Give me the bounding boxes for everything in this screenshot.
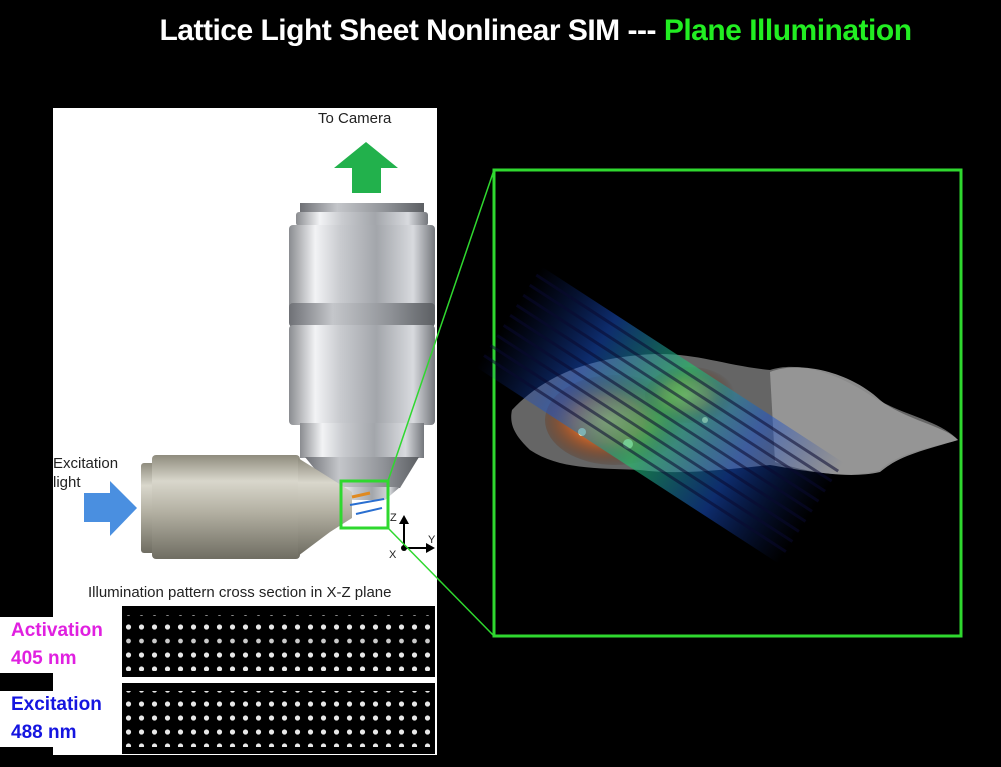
activation-name: Activation bbox=[11, 620, 103, 641]
excitation-pattern-image bbox=[122, 683, 435, 754]
activation-label bbox=[0, 617, 122, 673]
excitation-wavelength: 488 nm bbox=[11, 722, 77, 743]
axis-z-label: Z bbox=[390, 512, 397, 524]
title-highlight: Plane Illumination bbox=[663, 14, 912, 47]
excitation-label bbox=[0, 691, 122, 747]
axis-y-label: Y bbox=[428, 534, 436, 546]
activation-wavelength: 405 nm bbox=[11, 648, 77, 669]
axis-x-label: X bbox=[389, 549, 397, 561]
to-camera-arrow bbox=[334, 142, 398, 193]
excitation-pattern-dots bbox=[122, 683, 435, 754]
cross-section-label: Illumination pattern cross section in X-Z plane bbox=[88, 584, 392, 601]
activation-pattern-image bbox=[122, 606, 435, 677]
activation-pattern-dots bbox=[122, 606, 435, 677]
excitation-name: Excitation bbox=[11, 694, 102, 715]
to-camera-label: To Camera bbox=[318, 110, 392, 127]
excitation-light-label-line2: light bbox=[53, 474, 81, 491]
excitation-light-label-line1: Excitation bbox=[53, 455, 119, 472]
detection-objective bbox=[289, 203, 435, 500]
excitation-arrow bbox=[84, 481, 137, 536]
title-main: Lattice Light Sheet Nonlinear SIM --- bbox=[159, 14, 656, 47]
